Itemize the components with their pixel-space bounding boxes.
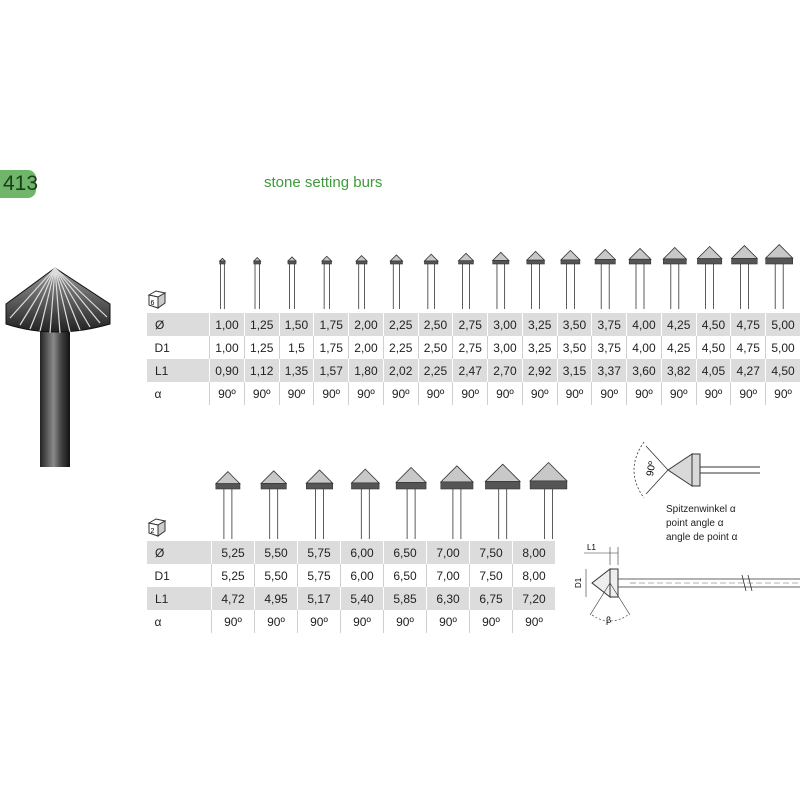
table-cell: 4,25 <box>661 313 696 336</box>
table-cell: 7,50 <box>470 564 513 587</box>
point-angle-diagram <box>620 430 800 505</box>
table-cell: 90º <box>488 382 523 405</box>
caption-german: Spitzenwinkel α <box>666 504 736 515</box>
page-title: stone setting burs <box>264 174 383 191</box>
table-cell: 1,35 <box>279 359 314 382</box>
table-cell: 7,50 <box>470 541 513 564</box>
table-cell: 5,25 <box>212 541 255 564</box>
table-cell: 3,00 <box>488 313 523 336</box>
table-row <box>147 610 556 633</box>
table-cell: 3,75 <box>592 313 627 336</box>
row-label: L1 <box>147 587 212 610</box>
caption-french: angle de point α <box>666 532 738 543</box>
bur-drawings-row-1 <box>205 215 800 313</box>
bur-drawing <box>732 246 758 309</box>
bur-drawing <box>261 471 286 539</box>
table-cell: 90º <box>513 610 556 633</box>
bur-drawing <box>396 467 426 539</box>
table-cell: 4,50 <box>696 313 731 336</box>
table-cell: 5,25 <box>212 564 255 587</box>
angle-label: 90º <box>645 460 659 478</box>
table-cell: 90º <box>298 610 341 633</box>
table-cell: 2,25 <box>418 359 453 382</box>
table-cell: 1,75 <box>314 336 349 359</box>
bur-drawing <box>561 250 580 309</box>
table-cell: 7,20 <box>513 587 556 610</box>
table-cell: 90º <box>314 382 349 405</box>
table-cell: 1,25 <box>244 336 279 359</box>
bur-photo <box>0 262 125 472</box>
table-row <box>147 564 556 587</box>
table-cell: 1,80 <box>349 359 384 382</box>
table-cell: 7,00 <box>427 564 470 587</box>
table-cell: 90º <box>661 382 696 405</box>
table-cell: 5,40 <box>341 587 384 610</box>
table-cell: 5,50 <box>255 564 298 587</box>
table-cell: 4,75 <box>731 313 766 336</box>
bur-drawing <box>595 249 615 309</box>
table-cell: 2,00 <box>349 336 384 359</box>
table-row <box>147 382 800 405</box>
bur-drawing <box>663 247 686 309</box>
row-label: Ø <box>147 313 210 336</box>
table-cell: 4,00 <box>627 313 662 336</box>
row-label: D1 <box>154 340 170 355</box>
bur-drawing <box>629 248 651 309</box>
spec-table-1 <box>146 313 800 405</box>
table-cell: 2,70 <box>488 359 523 382</box>
table-cell: 1,75 <box>314 313 349 336</box>
table-cell: 2,47 <box>453 359 488 382</box>
table-cell: 6,75 <box>470 587 513 610</box>
table-cell: 90º <box>383 382 418 405</box>
row-label: α <box>154 614 162 629</box>
table-cell: 4,00 <box>627 336 662 359</box>
table-cell: 90º <box>766 382 800 405</box>
table-cell: 4,50 <box>766 359 800 382</box>
d1-label: D1 <box>574 577 583 588</box>
table-cell: 90º <box>557 382 592 405</box>
table-cell: 2,00 <box>349 313 384 336</box>
table-cell: 90º <box>349 382 384 405</box>
table-cell: 4,05 <box>696 359 731 382</box>
bur-drawing <box>216 472 240 539</box>
table-cell: 90º <box>384 610 427 633</box>
table-row <box>147 359 800 382</box>
table-cell: 1,50 <box>279 313 314 336</box>
bur-drawing <box>530 463 567 539</box>
spec-table-2 <box>146 541 555 633</box>
table-cell: 6,50 <box>384 541 427 564</box>
table-cell: 2,50 <box>418 336 453 359</box>
table-cell: 90º <box>731 382 766 405</box>
row-label: D1 <box>154 568 170 583</box>
table-cell: 5,00 <box>766 313 800 336</box>
table-row <box>147 313 800 336</box>
table-cell: 4,25 <box>661 336 696 359</box>
bur-drawing <box>459 253 474 309</box>
bur-drawing <box>485 464 520 539</box>
table-cell: 5,00 <box>766 336 800 359</box>
table-cell: 4,72 <box>212 587 255 610</box>
table-cell: 3,25 <box>522 336 557 359</box>
bur-drawings-row-2 <box>205 445 585 541</box>
table-cell: 90º <box>255 610 298 633</box>
table-cell: 90º <box>279 382 314 405</box>
row-label: L1 <box>147 359 210 382</box>
table-cell: 2,25 <box>383 313 418 336</box>
bur-drawing <box>352 469 380 539</box>
table-cell: 2,75 <box>453 336 488 359</box>
catalog-number-badge <box>0 170 39 198</box>
table-cell: 2,92 <box>522 359 557 382</box>
table-cell: 3,82 <box>661 359 696 382</box>
table-cell: 3,37 <box>592 359 627 382</box>
table-cell: 2,75 <box>453 313 488 336</box>
table-cell: 4,75 <box>731 336 766 359</box>
table-cell: 3,75 <box>592 336 627 359</box>
table-cell: 90º <box>418 382 453 405</box>
table-cell: 8,00 <box>513 541 556 564</box>
pack-quantity-icon <box>146 515 168 537</box>
table-cell: 5,75 <box>298 564 341 587</box>
table-cell: 2,02 <box>383 359 418 382</box>
pack-quantity-1: 6 <box>150 300 155 307</box>
table-cell: 7,00 <box>427 541 470 564</box>
table-cell: 90º <box>212 610 255 633</box>
row-label: α <box>154 386 162 401</box>
bur-drawing <box>220 258 225 309</box>
table-cell: 1,25 <box>244 313 279 336</box>
dimension-diagram <box>570 535 800 635</box>
table-cell: 90º <box>427 610 470 633</box>
beta-label: β <box>606 615 612 625</box>
bur-drawing <box>306 470 332 539</box>
table-cell: 2,50 <box>418 313 453 336</box>
table-cell: 3,50 <box>557 336 592 359</box>
table-cell: 3,50 <box>557 313 592 336</box>
table-cell: 3,25 <box>522 313 557 336</box>
table-cell: 1,57 <box>314 359 349 382</box>
pack-quantity-icon <box>146 287 168 309</box>
bur-drawing <box>390 255 402 309</box>
table-cell: 6,30 <box>427 587 470 610</box>
table-row <box>147 541 556 564</box>
table-cell: 8,00 <box>513 564 556 587</box>
l1-label: L1 <box>587 543 596 552</box>
bur-drawing <box>322 256 331 309</box>
bur-drawing <box>766 245 793 309</box>
table-cell: 3,60 <box>627 359 662 382</box>
table-cell: 90º <box>210 382 245 405</box>
table-cell: 90º <box>522 382 557 405</box>
table-cell: 90º <box>627 382 662 405</box>
row-label: Ø <box>147 541 212 564</box>
bur-drawing <box>527 251 545 309</box>
table-cell: 90º <box>696 382 731 405</box>
bur-drawing <box>288 257 296 309</box>
table-cell: 1,5 <box>279 336 314 359</box>
bur-drawing <box>424 254 438 309</box>
table-cell: 90º <box>592 382 627 405</box>
table-cell: 90º <box>470 610 513 633</box>
table-cell: 5,50 <box>255 541 298 564</box>
bur-drawing <box>493 252 509 309</box>
table-cell: 1,00 <box>210 336 245 359</box>
table-cell: 90º <box>341 610 384 633</box>
table-cell: 90º <box>453 382 488 405</box>
table-cell: 3,15 <box>557 359 592 382</box>
table-cell: 90º <box>244 382 279 405</box>
bur-drawing <box>697 247 721 309</box>
bur-drawing <box>441 466 473 539</box>
table-cell: 3,00 <box>488 336 523 359</box>
table-cell: 2,25 <box>383 336 418 359</box>
table-cell: 6,00 <box>341 541 384 564</box>
caption-english: point angle α <box>666 518 724 529</box>
bur-drawing <box>356 256 367 309</box>
table-row <box>147 587 556 610</box>
table-cell: 1,12 <box>244 359 279 382</box>
table-cell: 1,00 <box>210 313 245 336</box>
table-row <box>147 336 800 359</box>
table-cell: 6,50 <box>384 564 427 587</box>
table-cell: 5,17 <box>298 587 341 610</box>
table-cell: 4,95 <box>255 587 298 610</box>
table-cell: 4,27 <box>731 359 766 382</box>
catalog-number: 413 <box>3 172 39 195</box>
table-cell: 6,00 <box>341 564 384 587</box>
table-cell: 0,90 <box>210 359 245 382</box>
table-cell: 5,75 <box>298 541 341 564</box>
table-cell: 4,50 <box>696 336 731 359</box>
pack-quantity-2: 2 <box>150 528 155 535</box>
table-cell: 5,85 <box>384 587 427 610</box>
bur-drawing <box>254 258 261 309</box>
